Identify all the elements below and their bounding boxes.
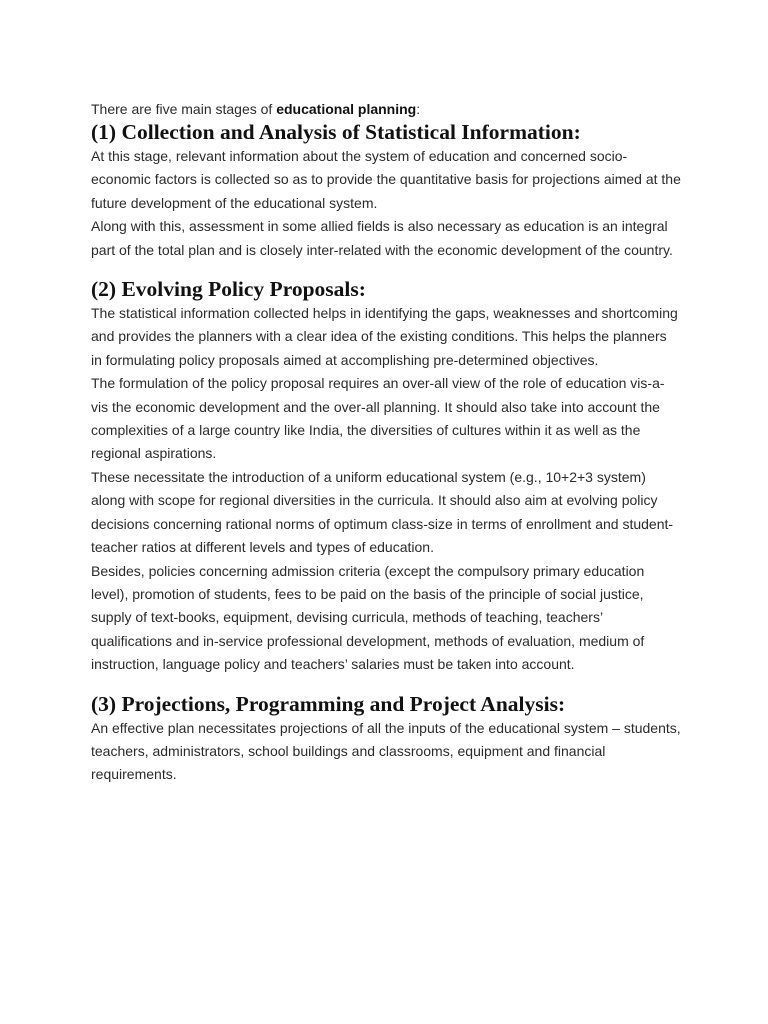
intro-line: [91, 99, 681, 119]
section-3-heading: (3) Projections, Programming and Project Analysis:: [91, 691, 566, 716]
section-1-heading: (1) Collection and Analysis of Statistical Information:: [91, 120, 581, 144]
section-2-heading: (2) Evolving Policy Proposals:: [91, 277, 366, 302]
section-1: [91, 119, 681, 262]
intro-tail: :: [416, 101, 421, 117]
section-2-paragraph-3: These necessitate the introduction of a uniform educational system (e.g., 10+2+3 system) along with scope for regional diversities in the curricula. It should also aim at evolving policy decisions concerning rational norms of optimum class-size in terms of enrollment and student-teacher ratios at different levels and types of education.: [91, 468, 674, 556]
intro-lead: There are five main stages of: [91, 101, 277, 117]
intro-bold-term: educational planning: [276, 101, 417, 117]
section-2-paragraph-4: Besides, policies concerning admission criteria (except the compulsory primary education level), promotion of students, fees to be paid on the basis of the principle of social justice, supply of text-books, equipment, devising curricula, methods of teaching, teachers’ qualifications and in-service professional development, methods of evaluation, medium of instruction, language policy and teachers’ salaries must be taken into account.: [91, 562, 645, 673]
section-2: [91, 276, 681, 677]
section-2-paragraph-1: The statistical information collected helps in identifying the gaps, weaknesses and shortcoming and provides the planners with a clear idea of the existing conditions. This helps the planners in formulating policy proposals aimed at accomplishing pre-determined objectives.: [91, 305, 678, 368]
section-3-paragraph-1: An effective plan necessitates projections of all the inputs of the educational system – students, teachers, administrators, school buildings and classrooms, equipment and financial requirements.: [91, 719, 681, 783]
section-1-paragraph-2: Along with this, assessment in some allied fields is also necessary as education is an integral part of the total plan and is closely inter-related with the economic development of the country.: [91, 218, 673, 258]
section-2-paragraph-2: The formulation of the policy proposal requires an over-all view of the role of education vis-a-vis the economic development and the over-all planning. It should also take into account the complexities of a large country like India, the diversities of cultures within it as well as the regional aspirations.: [91, 375, 665, 462]
document-page: [91, 99, 681, 787]
section-1-paragraph-1: At this stage, relevant information about the system of education and concerned socio-economic factors is collected so as to provide the quantitative basis for projections aimed at the future development of the educational system.: [91, 148, 681, 211]
section-3: [91, 691, 681, 787]
